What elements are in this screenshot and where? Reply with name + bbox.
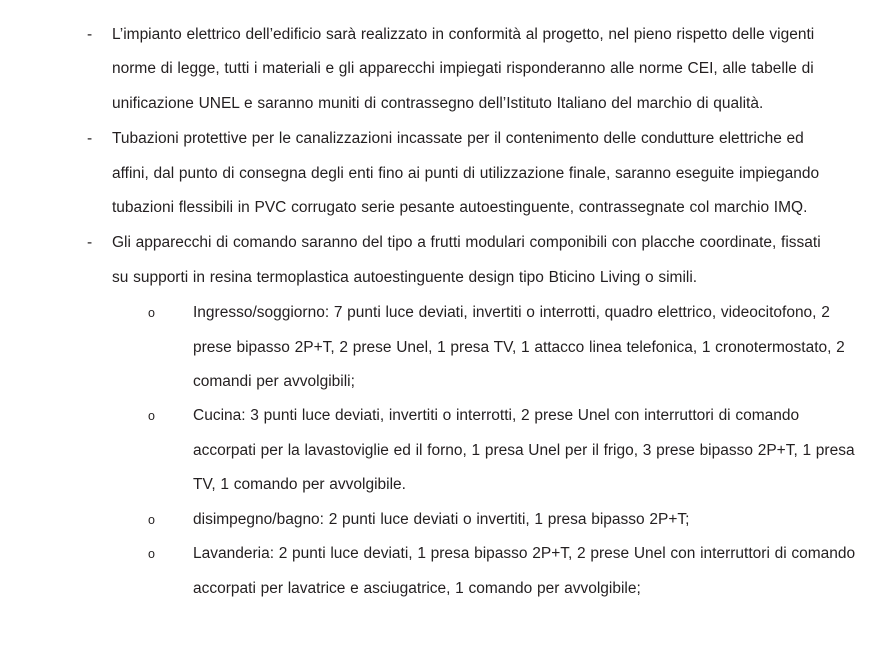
paragraph-disimpegno-bagno: disimpegno/bagno: 2 punti luce deviati o invertiti, 1 presa bipasso 2P+T; bbox=[193, 510, 690, 528]
list-item bbox=[30, 122, 863, 225]
paragraph-lavanderia: Lavanderia: 2 punti luce deviati, 1 presa bipasso 2P+T, 2 prese Unel con interruttori di comando accorpati per lavatrice e asciugatrice, 1 comando per avvolgibile; bbox=[193, 545, 856, 597]
list-item bbox=[30, 18, 863, 121]
paragraph-apparecchi-comando: Gli apparecchi di comando saranno del tipo a frutti modulari componibili con placche coordinate, fissati su supporti in resina termoplastica autoestinguente design tipo Bticino Living o simili. bbox=[112, 234, 821, 286]
list-item bbox=[30, 226, 863, 295]
paragraph-cucina: Cucina: 3 punti luce deviati, invertiti o interrotti, 2 prese Unel con interruttori di comando accorpati per la lavastoviglie ed il forno, 1 presa Unel per il frigo, 3 prese bipasso 2P+T, 1 presa TV, 1 comando per avvolgibile. bbox=[193, 407, 855, 494]
document-body bbox=[30, 18, 863, 606]
circle-bullet-marker: o bbox=[148, 306, 155, 321]
paragraph-tubazioni-protettive: Tubazioni protettive per le canalizzazioni incassate per il contenimento delle condutture elettriche ed affini, dal punto di consegna degli enti fino ai punti di utilizzazione finale, saranno eseguite impiegando tubazioni flessibili in PVC corrugato serie pesante autoestinguente, contrassegnate col marchio IMQ. bbox=[112, 130, 820, 217]
dash-bullet-marker: - bbox=[87, 234, 93, 252]
dash-bullet-marker: - bbox=[87, 26, 93, 43]
list-item bbox=[30, 399, 863, 502]
list-item bbox=[30, 296, 863, 399]
circle-bullet-marker: o bbox=[148, 409, 155, 424]
paragraph-impianto-elettrico: L’impianto elettrico dell’edificio sarà realizzato in conformità al progetto, nel pieno rispetto delle vigenti norme di legge, tutti i materiali e gli apparecchi impiegati risponderanno alle norme CEI, alle tabelle di unificazione UNEL e saranno muniti di contrassegno dell’Istituto Italiano del marchio di qualità. bbox=[112, 26, 815, 112]
list-item bbox=[30, 503, 863, 537]
dash-bullet-marker: - bbox=[87, 130, 93, 148]
circle-bullet-marker: o bbox=[148, 547, 155, 562]
secondary-bullet-list bbox=[30, 296, 863, 606]
paragraph-ingresso-soggiorno: Ingresso/soggiorno: 7 punti luce deviati, invertiti o interrotti, quadro elettrico, videocitofono, 2 prese bipasso 2P+T, 2 prese Unel, 1 presa TV, 1 attacco linea telefonica, 1 cronotermostato, 2 comandi per avvolgibili; bbox=[193, 304, 845, 391]
primary-bullet-list bbox=[30, 18, 863, 295]
list-item bbox=[30, 537, 863, 606]
circle-bullet-marker: o bbox=[148, 512, 155, 527]
